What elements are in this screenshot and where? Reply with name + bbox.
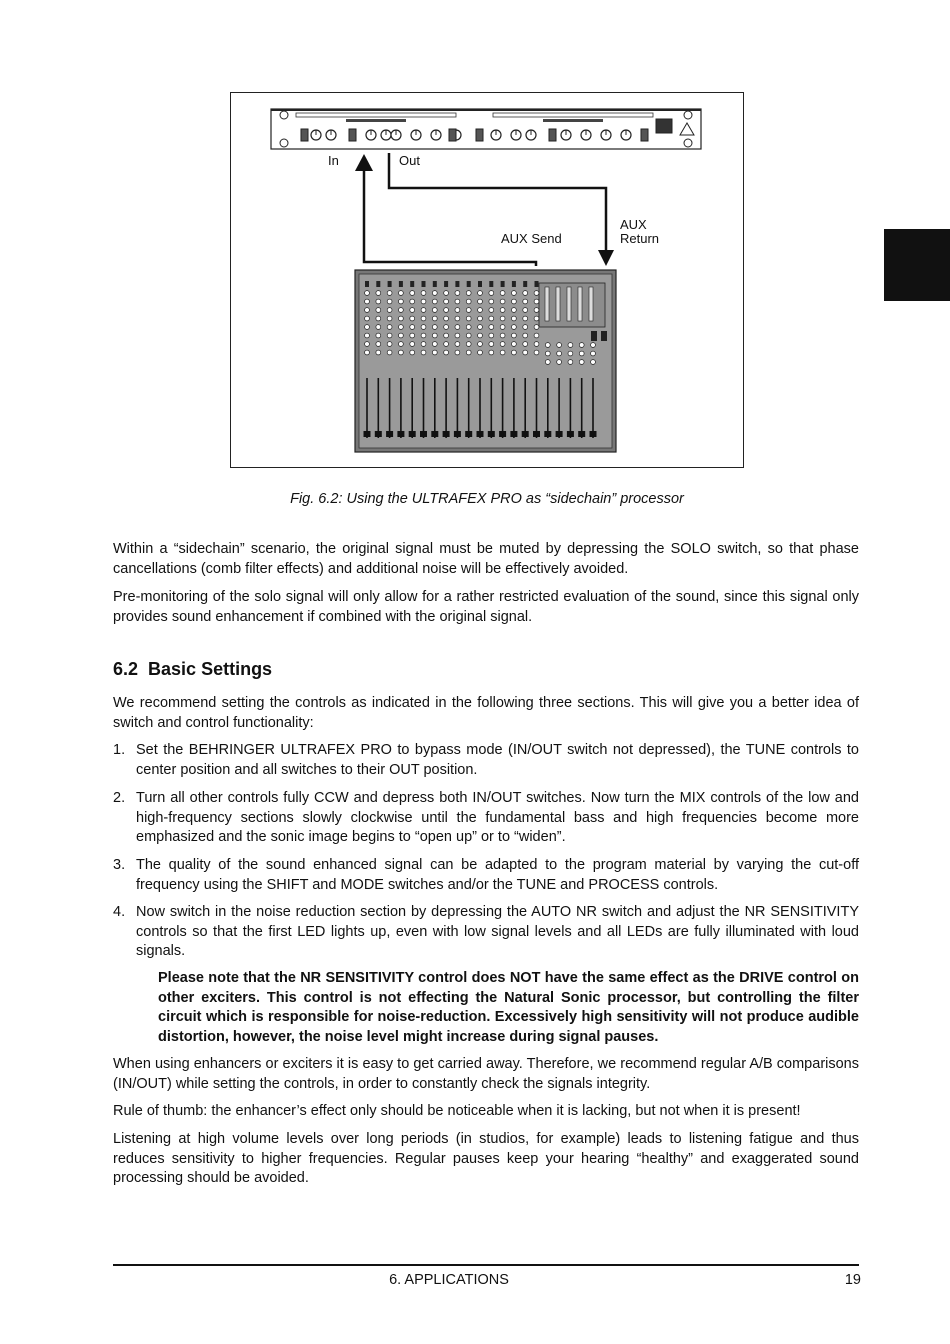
channel-knob [365,316,370,321]
label-aux-return-line1: AUX [620,217,647,232]
channel-knob [500,333,505,338]
channel-knob [455,325,460,330]
level-meter [545,287,549,321]
fader-cap [578,431,585,437]
channel-knob [376,299,381,304]
fader-cap [465,431,472,437]
channel-knob [534,291,539,296]
rack-switch [449,129,456,141]
channel-knob [478,350,483,355]
channel-knob [399,299,404,304]
channel-knob [489,291,494,296]
channel-switch [478,281,482,287]
sidechain-diagram [231,93,745,469]
channel-knob [421,342,426,347]
channel-knob [466,350,471,355]
channel-knob [387,291,392,296]
label-in: In [328,153,339,168]
channel-knob [455,316,460,321]
channel-knob [500,308,505,313]
channel-knob [421,316,426,321]
fader-cap [477,431,484,437]
channel-knob [444,308,449,313]
channel-knob [444,299,449,304]
channel-knob [399,333,404,338]
list-item-number: 2. [113,790,126,806]
paragraph-sidechain: Within a “sidechain” scenario, the original signal must be muted by depressing the SOLO switch, so that phase cancellations (comb filter effects) and additional noise will be effectively avoided. [113,541,859,577]
channel-knob [489,299,494,304]
master-switch [601,331,607,341]
channel-knob [478,325,483,330]
channel-knob [523,308,528,313]
channel-knob [432,291,437,296]
channel-knob [365,299,370,304]
channel-switch [455,281,459,287]
channel-knob [432,308,437,313]
channel-knob [466,299,471,304]
paragraph-ab-comparison: When using enhancers or exciters it is easy to get carried away. Therefore, we recommend regular A/B comparisons (IN/OUT) while setting the controls, in order to constantly check the signals integrity. [113,1056,859,1092]
channel-knob [421,291,426,296]
channel-knob [365,308,370,313]
channel-knob [376,342,381,347]
channel-knob [500,316,505,321]
fader-cap [443,431,450,437]
channel-knob [500,299,505,304]
mixing-console [355,270,616,452]
channel-knob [478,308,483,313]
channel-knob [410,299,415,304]
footer-section-title: 6. APPLICATIONS [389,1272,509,1288]
note-nr-sensitivity: Please note that the NR SENSITIVITY control does NOT have the same effect as the DRIVE control on other exciters. This control is not effecting the Natural Sonic processor, but controlling the filter circuit which is responsible for noise-reduction. Excessively high sensitivity will not produce audible distortion, however, the noise level might increase during signal pauses. [158,970,859,1045]
fader-cap [397,431,404,437]
channel-knob [455,342,460,347]
channel-knob [512,325,517,330]
channel-knob [512,291,517,296]
master-knob [557,351,562,356]
channel-knob [489,316,494,321]
channel-knob [432,325,437,330]
master-switch [591,331,597,341]
list-item-text: The quality of the sound enhanced signal can be adapted to the program material by varying the cut-off frequency using the SHIFT and MODE switches and/or the TUNE and PROCESS controls. [136,857,859,893]
master-knob [568,343,573,348]
channel-knob [410,308,415,313]
channel-switch [399,281,403,287]
fader-cap [499,431,506,437]
channel-switch [512,281,516,287]
fader-cap [590,431,597,437]
channel-switch [501,281,505,287]
fader-cap [364,431,371,437]
channel-knob [410,350,415,355]
rack-switch [476,129,483,141]
channel-knob [534,308,539,313]
channel-knob [512,299,517,304]
channel-knob [478,299,483,304]
master-knob [591,360,596,365]
list-item-number: 4. [113,904,126,920]
channel-knob [410,316,415,321]
channel-knob [466,316,471,321]
channel-knob [421,308,426,313]
channel-knob [387,342,392,347]
channel-switch [433,281,437,287]
channel-knob [365,333,370,338]
in-arrowhead [355,154,373,171]
channel-knob [387,333,392,338]
master-knob [557,360,562,365]
channel-knob [466,333,471,338]
channel-knob [432,333,437,338]
level-meter [578,287,582,321]
level-meter [589,287,593,321]
channel-knob [387,325,392,330]
master-knob [545,360,550,365]
channel-knob [376,333,381,338]
channel-knob [523,299,528,304]
channel-knob [523,325,528,330]
footer-rule [113,1264,859,1266]
channel-knob [489,325,494,330]
list-item-text: Set the BEHRINGER ULTRAFEX PRO to bypass mode (IN/OUT switch not depressed), the TUNE controls to center position and all switches to their OUT position. [136,742,859,778]
list-item-number: 1. [113,742,126,758]
master-knob [591,351,596,356]
channel-switch [365,281,369,287]
channel-knob [478,316,483,321]
section-title: Basic Settings [148,659,273,679]
channel-knob [512,333,517,338]
channel-switch [422,281,426,287]
channel-knob [387,299,392,304]
channel-knob [478,342,483,347]
fader-cap [533,431,540,437]
channel-knob [410,342,415,347]
channel-knob [365,350,370,355]
level-meter [567,287,571,321]
channel-switch [489,281,493,287]
master-knob [545,351,550,356]
channel-knob [489,308,494,313]
channel-knob [387,308,392,313]
channel-knob [444,291,449,296]
channel-knob [399,316,404,321]
channel-knob [432,342,437,347]
channel-switch [444,281,448,287]
channel-knob [444,333,449,338]
channel-knob [421,299,426,304]
list-item-text: Now switch in the noise reduction section by depressing the AUTO NR switch and adjust the NR SENSITIVITY controls so that the first LED lights up, even with low signal levels and all LEDs are fully illuminated with loud signals. [136,904,859,959]
fader-cap [454,431,461,437]
channel-knob [500,291,505,296]
channel-switch [467,281,471,287]
aux-return-line [389,153,606,258]
level-meter [556,287,560,321]
channel-knob [478,291,483,296]
master-knob [545,343,550,348]
channel-knob [387,350,392,355]
label-aux-return-line2: Return [620,231,660,246]
section-number: 6.2 [113,659,139,679]
channel-knob [376,291,381,296]
channel-knob [455,308,460,313]
channel-knob [399,350,404,355]
channel-knob [365,291,370,296]
fader-cap [431,431,438,437]
channel-knob [500,325,505,330]
channel-switch [523,281,527,287]
fader-cap [556,431,563,437]
channel-knob [466,308,471,313]
channel-knob [534,316,539,321]
channel-knob [523,342,528,347]
channel-knob [455,350,460,355]
channel-knob [399,342,404,347]
fader-cap [510,431,517,437]
channel-knob [444,325,449,330]
section-heading [113,659,272,680]
ultrafex-rack-unit [271,109,701,149]
channel-knob [523,350,528,355]
channel-knob [500,350,505,355]
channel-knob [376,308,381,313]
master-knob [579,360,584,365]
channel-knob [534,350,539,355]
channel-knob [500,342,505,347]
channel-knob [523,316,528,321]
channel-knob [455,299,460,304]
rack-switch [549,129,556,141]
figure-sidechain [230,92,744,468]
channel-knob [534,342,539,347]
channel-knob [489,333,494,338]
channel-knob [534,325,539,330]
fader-cap [386,431,393,437]
rack-switch [349,129,356,141]
channel-knob [489,350,494,355]
channel-knob [534,333,539,338]
channel-knob [534,299,539,304]
master-knob [579,351,584,356]
channel-knob [444,316,449,321]
fader-cap [567,431,574,437]
channel-knob [444,342,449,347]
master-knob [591,343,596,348]
paragraph-rule-of-thumb: Rule of thumb: the enhancer’s effect only should be noticeable when it is lacking, but not when it is present! [113,1103,801,1119]
rack-switch [301,129,308,141]
channel-knob [466,325,471,330]
channel-knob [365,325,370,330]
fader-cap [409,431,416,437]
fader-cap [375,431,382,437]
channel-knob [410,333,415,338]
master-knob [557,343,562,348]
paragraph-premonitoring: Pre-monitoring of the solo signal will only allow for a rather restricted evaluation of the sound, since this signal only provides sound enhancement if combined with the original signal. [113,589,859,625]
channel-knob [512,342,517,347]
channel-knob [410,291,415,296]
channel-knob [399,325,404,330]
channel-knob [365,342,370,347]
channel-knob [432,316,437,321]
fader-cap [522,431,529,437]
channel-knob [444,350,449,355]
channel-knob [512,308,517,313]
channel-knob [387,316,392,321]
channel-knob [455,333,460,338]
master-knob [568,360,573,365]
channel-switch [388,281,392,287]
channel-switch [535,281,539,287]
channel-knob [421,325,426,330]
master-knob [568,351,573,356]
channel-knob [478,333,483,338]
channel-knob [512,316,517,321]
label-out: Out [399,153,420,168]
channel-knob [376,325,381,330]
channel-knob [455,291,460,296]
channel-switch [410,281,414,287]
fader-cap [544,431,551,437]
channel-knob [432,299,437,304]
channel-knob [376,316,381,321]
channel-knob [489,342,494,347]
chapter-tab-marker [884,229,950,301]
channel-knob [523,333,528,338]
fader-cap [488,431,495,437]
channel-knob [523,291,528,296]
list-item-text: Turn all other controls fully CCW and depress both IN/OUT switches. Now turn the MIX controls of the low and high-frequency sections slowly clockwise until the fundamental bass and high frequencies become more emphasized and the sonic image begins to “open up” or to “widen”. [136,790,859,845]
label-aux-send: AUX Send [501,231,562,246]
channel-knob [410,325,415,330]
page-number: 19 [844,1272,861,1288]
channel-knob [421,333,426,338]
figure-caption: Fig. 6.2: Using the ULTRAFEX PRO as “sidechain” processor [290,491,684,507]
aux-return-arrowhead [598,250,614,266]
paragraph-listening-fatigue: Listening at high volume levels over long periods (in studios, for example) leads to listening fatigue and thus reduces sensitivity to higher frequencies. Regular pauses keep your hearing “healthy” and exaggerated sound processing should be avoided. [113,1131,859,1186]
channel-knob [512,350,517,355]
channel-knob [421,350,426,355]
list-item-number: 3. [113,857,126,873]
channel-knob [466,291,471,296]
channel-knob [466,342,471,347]
master-knob [579,343,584,348]
channel-knob [399,308,404,313]
fader-cap [420,431,427,437]
rack-switch [641,129,648,141]
channel-switch [376,281,380,287]
section-intro: We recommend setting the controls as indicated in the following three sections. This will give you a better idea of switch and control functionality: [113,695,859,731]
channel-knob [432,350,437,355]
channel-knob [399,291,404,296]
channel-knob [376,350,381,355]
